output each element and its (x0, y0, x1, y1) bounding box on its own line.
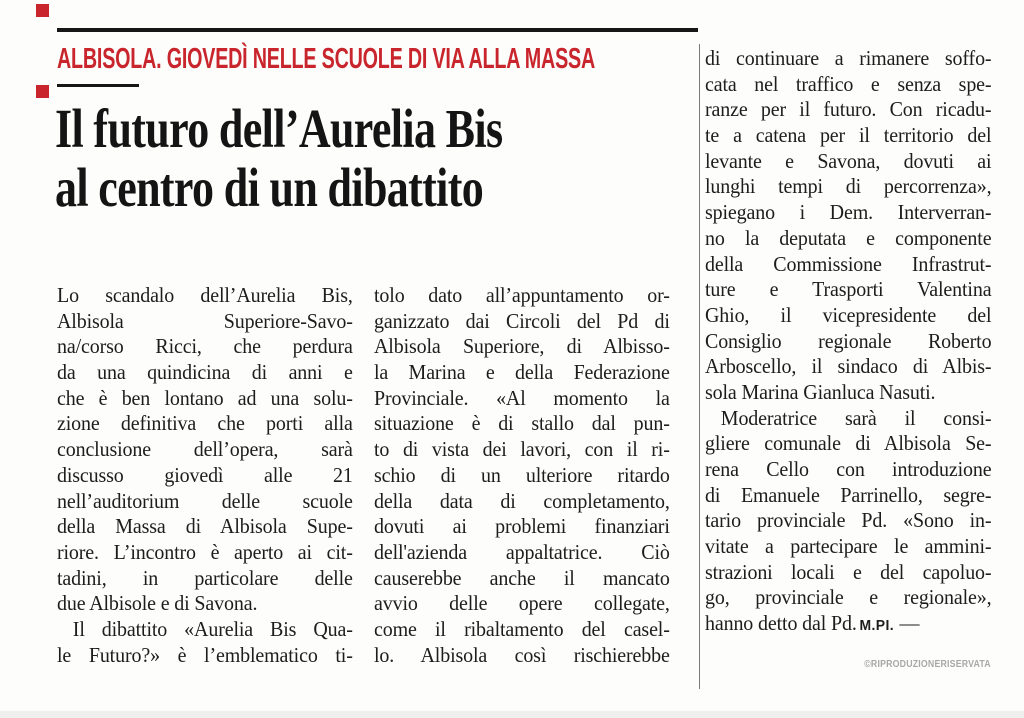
body-line: levante e Savona, dovuti ai (705, 148, 992, 173)
scan-edge-artifact (0, 711, 1024, 718)
body-line: nell’auditorium delle scuole (57, 488, 353, 513)
body-line: due Albisole e di Savona. (57, 591, 258, 616)
body-line: della Commissione Infrastrut- (705, 251, 992, 276)
body-line: Moderatrice sarà il consi- (720, 405, 992, 430)
body-column-3-signature (705, 611, 991, 637)
body-line: di continuare a rimanere soffo- (705, 46, 992, 70)
headline (55, 99, 502, 217)
body-line: na/corso Ricci, che perdura (57, 334, 353, 359)
body-line: avvio delle opere collegate, (374, 591, 670, 616)
body-column-1 (57, 283, 353, 668)
column-divider-rule (699, 44, 700, 689)
body-column-2 (374, 283, 670, 668)
body-line: go, provinciale e regionale», (705, 585, 992, 610)
author-initials: M.PI. (859, 617, 894, 634)
body-line: rena Cello con introduzione (705, 457, 992, 481)
body-line: da una quindicina di anni e (57, 360, 353, 385)
body-line: riore. L’incontro è aperto ai cit- (57, 539, 353, 564)
body-line: tadini, in particolare delle (57, 565, 353, 590)
body-line: tario provinciale Pd. «Sono in- (705, 508, 992, 533)
body-line: ture e Trasporti Valentina (705, 277, 992, 302)
kicker-underline (57, 84, 139, 87)
body-line: tolo dato all’appuntamento or- (374, 283, 670, 307)
body-line: sola Marina Gianluca Nasuti. (705, 379, 936, 404)
body-line: le Futuro?» è l’emblematico ti- (57, 642, 353, 667)
signature-text: hanno detto dal Pd. (705, 611, 857, 635)
kicker: ALBISOLA. GIOVEDÌ NELLE SCUOLE DI VIA ALLA MASSA (57, 43, 596, 75)
body-line: come il ribaltamento del casel- (374, 616, 670, 641)
headline-line-2: al centro di un dibattito (55, 157, 484, 218)
body-line: zione definitiva che porti alla (57, 411, 353, 436)
red-square-marker-top (36, 4, 49, 17)
body-line: causerebbe anche il mancato (374, 565, 670, 590)
body-line: che è ben lontano ad una solu- (57, 385, 353, 410)
body-column-3 (705, 46, 991, 611)
body-line: spiegano i Dem. Interverran- (705, 200, 992, 225)
body-line: cata nel traffico e senza spe- (705, 71, 992, 96)
copyright-notice: ©RIPRODUZIONERISERVATA (864, 659, 991, 670)
body-line: situazione è di stallo dal pun- (374, 411, 670, 436)
kicker-top-rule (57, 28, 698, 32)
body-line: Provinciale. «Al momento la (374, 385, 670, 410)
body-line: di Emanuele Parrinello, segre- (705, 482, 992, 507)
body-line: della Massa di Albisola Supe- (57, 514, 353, 539)
body-line: gliere comunale di Albisola Se- (705, 431, 992, 456)
body-line: Albisola Superiore-Savo- (57, 308, 353, 333)
body-line: lunghi tempi di percorrenza», (705, 174, 992, 199)
body-line: Ghio, il vicepresidente del (705, 302, 992, 327)
body-line: Albisola Superiore, di Albisso- (374, 334, 670, 359)
body-line: dell'azienda appaltatrice. Ciò (374, 539, 670, 564)
signature-line (705, 611, 991, 637)
body-line: vitate a partecipare le ammini- (705, 534, 992, 559)
body-line: discusso giovedì alle 21 (57, 462, 353, 487)
body-line: ranze per il futuro. Con ricadu- (705, 97, 992, 122)
body-line: dovuti ai problemi finanziari (374, 514, 670, 539)
body-line: Consiglio regionale Roberto (705, 328, 992, 353)
headline-line-1: Il futuro dell’Aurelia Bis (55, 98, 503, 159)
body-line: no la deputata e componente (705, 225, 992, 250)
red-square-marker-kicker (36, 85, 49, 98)
body-line: ganizzato dai Circoli del Pd di (374, 308, 670, 333)
body-line: to di vista dei lavori, con il ri- (374, 437, 670, 462)
body-line: della data di completamento, (374, 488, 670, 513)
body-line: Il dibattito «Aurelia Bis Qua- (72, 616, 353, 641)
body-line: Arboscello, il sindaco di Albis- (705, 354, 992, 379)
body-line: Lo scandalo dell’Aurelia Bis, (57, 283, 353, 307)
body-line: strazioni locali e del capoluo- (705, 559, 992, 584)
body-line: conclusione dell’opera, sarà (57, 437, 353, 462)
end-dash: — (899, 611, 920, 635)
body-line: schio di un ulteriore ritardo (374, 462, 670, 487)
body-line: te a catena per il territorio del (705, 123, 992, 148)
body-line: lo. Albisola così rischierebbe (374, 642, 670, 667)
body-line: la Marina e della Federazione (374, 360, 670, 385)
